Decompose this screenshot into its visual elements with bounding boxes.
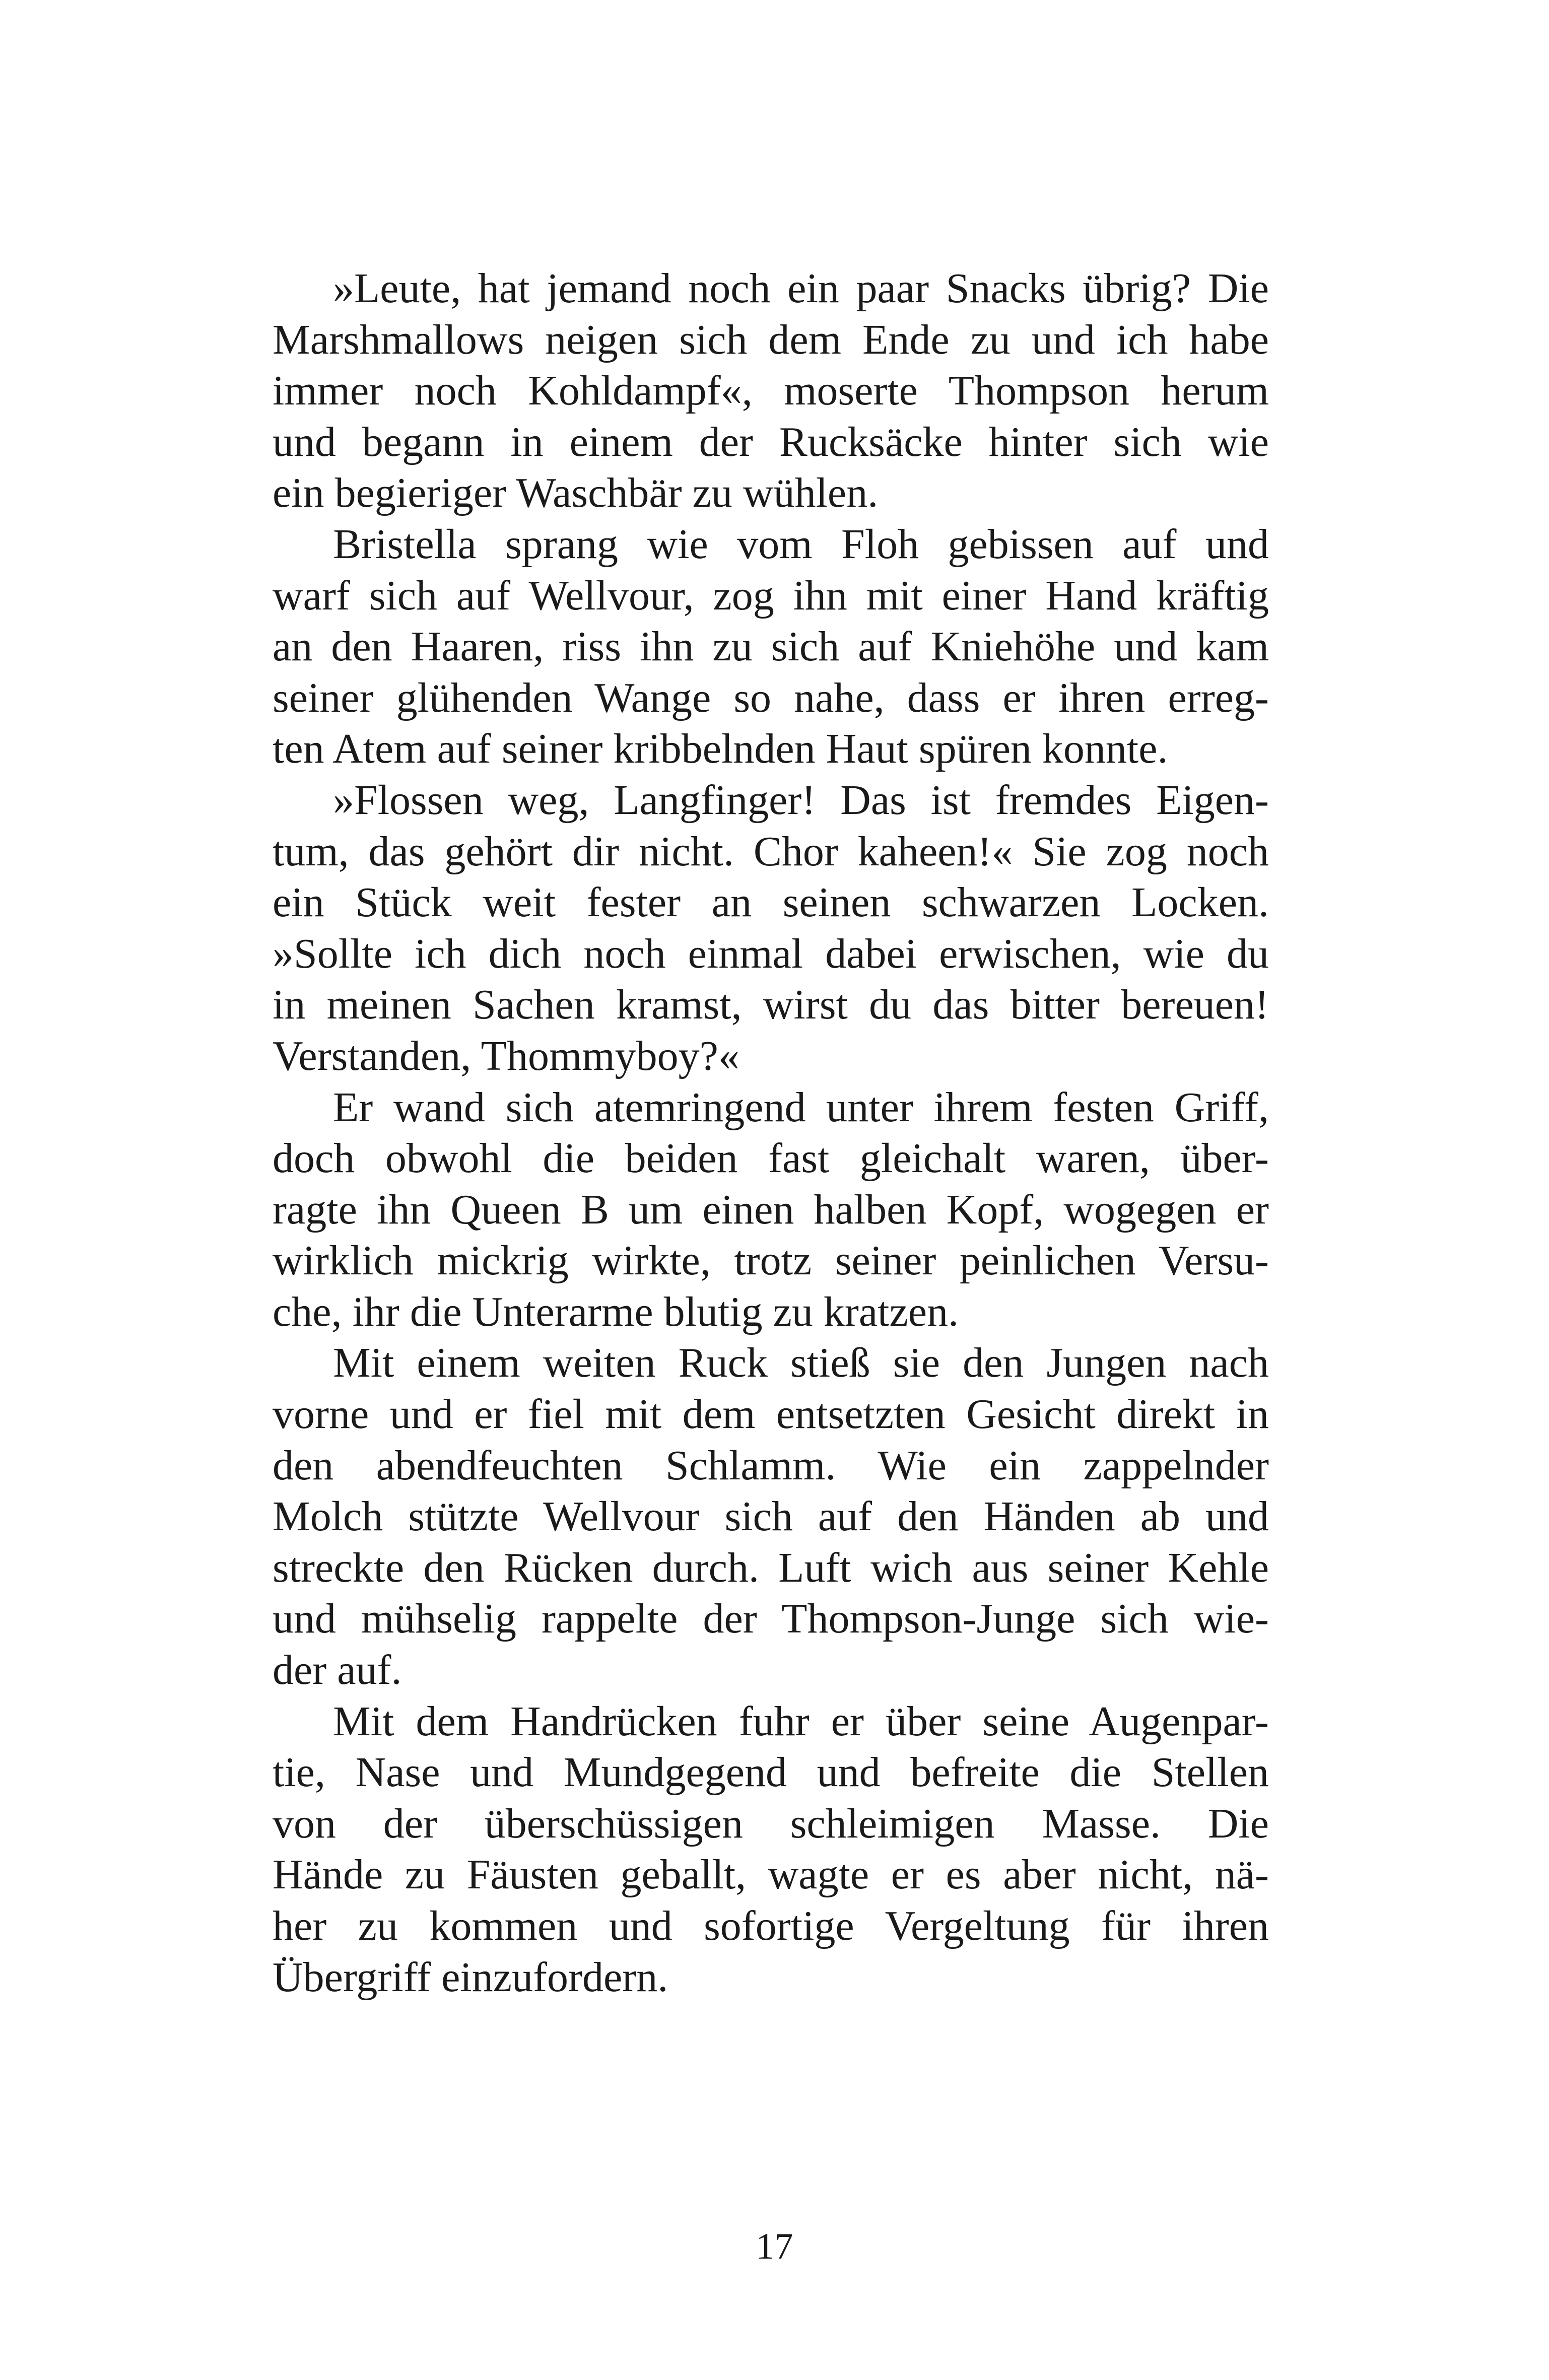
text-line: »Flossen weg, Langfinger! Das ist fremdes Eigen- (333, 776, 1269, 824)
text-line: Mit einem weiten Ruck stieß sie den Jungen nach (333, 1339, 1269, 1387)
text-line: Hände zu Fäusten geballt, wagte er es aber nicht, nä- (273, 1851, 1269, 1898)
text-line: her zu kommen und sofortige Vergeltung für ihren (273, 1902, 1269, 1949)
text-line: Verstanden, Thommyboy?« (273, 1032, 739, 1079)
body-text (273, 263, 1269, 2003)
text-line: den abendfeuchten Schlamm. Wie ein zappelnder (273, 1442, 1269, 1489)
text-line: der auf. (273, 1647, 402, 1694)
text-line: vorne und er fiel mit dem entsetzten Gesicht direkt in (273, 1391, 1269, 1438)
text-line: von der überschüssigen schleimigen Masse. Die (273, 1800, 1269, 1847)
text-line: ein begieriger Waschbär zu wühlen. (273, 469, 879, 517)
text-line: Übergriff einzufordern. (273, 1953, 668, 2001)
text-line: und begann in einem der Rucksäcke hinter sich wie (273, 418, 1269, 465)
text-line: seiner glühenden Wange so nahe, dass er ihren erreg- (273, 674, 1269, 721)
text-line: und mühselig rappelte der Thompson-Junge sich wie- (273, 1595, 1269, 1643)
text-line: tum, das gehört dir nicht. Chor kaheen!« Sie zog noch (273, 828, 1269, 875)
text-line: »Sollte ich dich noch einmal dabei erwischen, wie du (273, 930, 1269, 977)
text-line: immer noch Kohldampf«, moserte Thompson herum (273, 367, 1269, 415)
text-line: tie, Nase und Mundgegend und befreite die Stellen (273, 1749, 1269, 1796)
text-line: ein Stück weit fester an seinen schwarzen Locken. (273, 879, 1269, 926)
text-line: an den Haaren, riss ihn zu sich auf Kniehöhe und kam (273, 623, 1269, 670)
text-line: streckte den Rücken durch. Luft wich aus seiner Kehle (273, 1544, 1269, 1591)
text-line: in meinen Sachen kramst, wirst du das bitter bereuen! (273, 981, 1269, 1029)
text-line: ragte ihn Queen B um einen halben Kopf, wogegen er (273, 1186, 1269, 1233)
text-line: warf sich auf Wellvour, zog ihn mit einer Hand kräftig (273, 572, 1269, 619)
text-line: ten Atem auf seiner kribbelnden Haut spüren konnte. (273, 725, 1168, 773)
text-line: wirklich mickrig wirkte, trotz seiner peinlichen Versu- (273, 1237, 1269, 1284)
page-number: 17 (756, 2226, 793, 2267)
text-line: che, ihr die Unterarme blutig zu kratzen. (273, 1288, 959, 1335)
text-line: doch obwohl die beiden fast gleichalt waren, über- (273, 1135, 1269, 1182)
text-line: »Leute, hat jemand noch ein paar Snacks übrig? Die (333, 265, 1269, 312)
text-line: Er wand sich atemringend unter ihrem festen Griff, (333, 1083, 1269, 1131)
text-line: Molch stützte Wellvour sich auf den Händen ab und (273, 1493, 1269, 1540)
text-line: Mit dem Handrücken fuhr er über seine Augenpar- (333, 1697, 1269, 1745)
text-line: Bristella sprang wie vom Floh gebissen auf und (333, 520, 1269, 568)
text-line: Marshmallows neigen sich dem Ende zu und ich habe (273, 316, 1269, 363)
